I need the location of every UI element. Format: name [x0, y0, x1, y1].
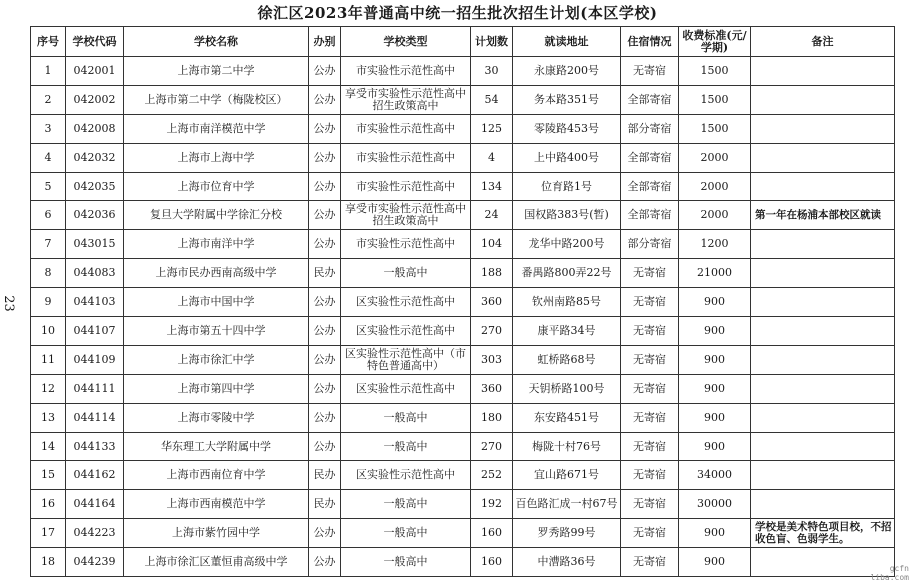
col-header-boarding: 住宿情况	[621, 27, 679, 57]
cell-school-type: 市实验性示范性高中	[341, 114, 471, 143]
cell-code: 044109	[66, 345, 124, 374]
cell-quota: 270	[471, 317, 513, 346]
cell-remarks: 第一年在杨浦本部校区就读	[751, 201, 895, 230]
cell-school-type: 市实验性示范性高中	[341, 143, 471, 172]
cell-index: 8	[31, 259, 66, 288]
cell-fee: 900	[679, 519, 751, 548]
watermark	[870, 564, 909, 582]
cell-address: 东安路451号	[513, 403, 621, 432]
cell-quota: 360	[471, 288, 513, 317]
cell-boarding: 无寄宿	[621, 490, 679, 519]
cell-school-name: 上海市第四中学	[124, 374, 309, 403]
table-row	[31, 519, 895, 548]
cell-code: 044083	[66, 259, 124, 288]
cell-school-type: 区实验性示范性高中	[341, 288, 471, 317]
cell-boarding: 全部寄宿	[621, 201, 679, 230]
cell-code: 042008	[66, 114, 124, 143]
cell-boarding: 无寄宿	[621, 57, 679, 86]
cell-index: 17	[31, 519, 66, 548]
cell-fee: 900	[679, 548, 751, 577]
cell-school-name: 上海市紫竹园中学	[124, 519, 309, 548]
table-row	[31, 490, 895, 519]
cell-ownership: 公办	[309, 432, 341, 461]
cell-fee: 1500	[679, 114, 751, 143]
cell-code: 044223	[66, 519, 124, 548]
cell-quota: 192	[471, 490, 513, 519]
cell-boarding: 全部寄宿	[621, 172, 679, 201]
cell-index: 3	[31, 114, 66, 143]
cell-address: 零陵路453号	[513, 114, 621, 143]
cell-code: 044162	[66, 461, 124, 490]
table-row	[31, 85, 895, 114]
cell-boarding: 无寄宿	[621, 345, 679, 374]
cell-index: 4	[31, 143, 66, 172]
cell-quota: 270	[471, 432, 513, 461]
cell-quota: 180	[471, 403, 513, 432]
table-row	[31, 432, 895, 461]
cell-school-name: 上海市位育中学	[124, 172, 309, 201]
cell-remarks	[751, 57, 895, 86]
cell-address: 番禺路800弄22号	[513, 259, 621, 288]
cell-quota: 125	[471, 114, 513, 143]
col-header-school-type: 学校类型	[341, 27, 471, 57]
cell-quota: 30	[471, 57, 513, 86]
cell-boarding: 无寄宿	[621, 288, 679, 317]
cell-ownership: 民办	[309, 461, 341, 490]
cell-code: 044111	[66, 374, 124, 403]
cell-school-type: 市实验性示范性高中	[341, 57, 471, 86]
cell-ownership: 公办	[309, 403, 341, 432]
cell-address: 位育路1号	[513, 172, 621, 201]
cell-remarks	[751, 114, 895, 143]
cell-remarks	[751, 490, 895, 519]
cell-address: 龙华中路200号	[513, 230, 621, 259]
cell-address: 永康路200号	[513, 57, 621, 86]
cell-school-name: 上海市南洋中学	[124, 230, 309, 259]
cell-remarks	[751, 143, 895, 172]
cell-ownership: 公办	[309, 548, 341, 577]
col-header-remarks: 备注	[751, 27, 895, 57]
cell-ownership: 公办	[309, 519, 341, 548]
cell-code: 042035	[66, 172, 124, 201]
cell-ownership: 公办	[309, 374, 341, 403]
cell-ownership: 公办	[309, 201, 341, 230]
cell-school-type: 享受市实验性示范性高中招生政策高中	[341, 85, 471, 114]
cell-quota: 188	[471, 259, 513, 288]
cell-code: 044239	[66, 548, 124, 577]
cell-ownership: 民办	[309, 490, 341, 519]
cell-address: 康平路34号	[513, 317, 621, 346]
cell-fee: 21000	[679, 259, 751, 288]
cell-fee: 2000	[679, 143, 751, 172]
cell-remarks	[751, 345, 895, 374]
cell-boarding: 无寄宿	[621, 519, 679, 548]
cell-index: 9	[31, 288, 66, 317]
cell-index: 18	[31, 548, 66, 577]
cell-quota: 54	[471, 85, 513, 114]
cell-school-type: 市实验性示范性高中	[341, 172, 471, 201]
cell-index: 10	[31, 317, 66, 346]
cell-school-type: 一般高中	[341, 490, 471, 519]
cell-fee: 900	[679, 374, 751, 403]
cell-ownership: 公办	[309, 57, 341, 86]
cell-code: 042001	[66, 57, 124, 86]
cell-school-name: 上海市西南模范中学	[124, 490, 309, 519]
cell-quota: 104	[471, 230, 513, 259]
cell-remarks	[751, 230, 895, 259]
cell-code: 042036	[66, 201, 124, 230]
cell-code: 044164	[66, 490, 124, 519]
table-header-row	[31, 27, 895, 57]
page-number: 23	[0, 295, 16, 312]
enrollment-plan-table	[30, 26, 895, 577]
cell-fee: 900	[679, 345, 751, 374]
cell-address: 梅陇十村76号	[513, 432, 621, 461]
cell-school-name: 上海市南洋模范中学	[124, 114, 309, 143]
cell-ownership: 公办	[309, 85, 341, 114]
cell-school-name: 华东理工大学附属中学	[124, 432, 309, 461]
table-row	[31, 288, 895, 317]
cell-school-name: 上海市上海中学	[124, 143, 309, 172]
cell-index: 1	[31, 57, 66, 86]
cell-fee: 2000	[679, 172, 751, 201]
table-row	[31, 57, 895, 86]
cell-address: 务本路351号	[513, 85, 621, 114]
cell-index: 13	[31, 403, 66, 432]
cell-ownership: 公办	[309, 230, 341, 259]
cell-boarding: 无寄宿	[621, 548, 679, 577]
cell-index: 16	[31, 490, 66, 519]
cell-boarding: 无寄宿	[621, 317, 679, 346]
cell-remarks	[751, 259, 895, 288]
cell-index: 5	[31, 172, 66, 201]
table-row	[31, 317, 895, 346]
cell-address: 罗秀路99号	[513, 519, 621, 548]
cell-ownership: 民办	[309, 259, 341, 288]
cell-index: 2	[31, 85, 66, 114]
cell-boarding: 部分寄宿	[621, 114, 679, 143]
table-row	[31, 374, 895, 403]
cell-school-type: 区实验性示范性高中	[341, 374, 471, 403]
cell-address: 天钥桥路100号	[513, 374, 621, 403]
cell-school-name: 上海市中国中学	[124, 288, 309, 317]
table-row	[31, 230, 895, 259]
table-row	[31, 345, 895, 374]
cell-school-type: 区实验性示范性高中	[341, 317, 471, 346]
table-row	[31, 548, 895, 577]
cell-code: 044133	[66, 432, 124, 461]
cell-quota: 160	[471, 519, 513, 548]
cell-boarding: 无寄宿	[621, 432, 679, 461]
watermark-line: gcfn	[889, 564, 909, 573]
cell-ownership: 公办	[309, 143, 341, 172]
watermark-line: liba.com	[870, 573, 909, 582]
cell-school-name: 上海市第二中学（梅陇校区）	[124, 85, 309, 114]
cell-school-type: 一般高中	[341, 403, 471, 432]
cell-code: 042002	[66, 85, 124, 114]
col-header-address: 就读地址	[513, 27, 621, 57]
table-row	[31, 143, 895, 172]
cell-school-name: 上海市徐汇区董恒甫高级中学	[124, 548, 309, 577]
cell-school-type: 一般高中	[341, 519, 471, 548]
cell-remarks: 学校是美术特色项目校，不招收色盲、色弱学生。	[751, 519, 895, 548]
page-title: 徐汇区2023年普通高中统一招生批次招生计划(本区学校)	[257, 4, 658, 22]
cell-quota: 4	[471, 143, 513, 172]
cell-ownership: 公办	[309, 288, 341, 317]
cell-remarks	[751, 288, 895, 317]
cell-ownership: 公办	[309, 172, 341, 201]
cell-school-name: 上海市徐汇中学	[124, 345, 309, 374]
table-row	[31, 259, 895, 288]
cell-school-type: 一般高中	[341, 548, 471, 577]
cell-school-name: 上海市民办西南高级中学	[124, 259, 309, 288]
cell-school-name: 复旦大学附属中学徐汇分校	[124, 201, 309, 230]
cell-index: 11	[31, 345, 66, 374]
cell-quota: 24	[471, 201, 513, 230]
cell-address: 上中路400号	[513, 143, 621, 172]
col-header-code: 学校代码	[66, 27, 124, 57]
cell-fee: 900	[679, 288, 751, 317]
cell-fee: 34000	[679, 461, 751, 490]
cell-quota: 252	[471, 461, 513, 490]
cell-school-name: 上海市零陵中学	[124, 403, 309, 432]
cell-remarks	[751, 85, 895, 114]
cell-school-type: 市实验性示范性高中	[341, 230, 471, 259]
cell-boarding: 无寄宿	[621, 374, 679, 403]
col-header-ownership: 办别	[309, 27, 341, 57]
cell-index: 14	[31, 432, 66, 461]
table-row	[31, 201, 895, 230]
cell-index: 7	[31, 230, 66, 259]
cell-fee: 900	[679, 317, 751, 346]
cell-address: 百色路汇成一村67号	[513, 490, 621, 519]
cell-code: 044107	[66, 317, 124, 346]
col-header-index: 序号	[31, 27, 66, 57]
col-header-school-name: 学校名称	[124, 27, 309, 57]
cell-fee: 1200	[679, 230, 751, 259]
cell-remarks	[751, 317, 895, 346]
cell-quota: 303	[471, 345, 513, 374]
cell-code: 044114	[66, 403, 124, 432]
cell-fee: 30000	[679, 490, 751, 519]
cell-quota: 134	[471, 172, 513, 201]
cell-school-type: 享受市实验性示范性高中招生政策高中	[341, 201, 471, 230]
cell-quota: 360	[471, 374, 513, 403]
cell-remarks	[751, 403, 895, 432]
table-row	[31, 461, 895, 490]
cell-address: 钦州南路85号	[513, 288, 621, 317]
col-header-quota: 计划数	[471, 27, 513, 57]
cell-remarks	[751, 432, 895, 461]
cell-address: 中漕路36号	[513, 548, 621, 577]
cell-boarding: 全部寄宿	[621, 143, 679, 172]
cell-boarding: 无寄宿	[621, 259, 679, 288]
cell-fee: 2000	[679, 201, 751, 230]
table-row	[31, 114, 895, 143]
cell-boarding: 全部寄宿	[621, 85, 679, 114]
cell-index: 12	[31, 374, 66, 403]
cell-school-name: 上海市西南位育中学	[124, 461, 309, 490]
cell-address: 宜山路671号	[513, 461, 621, 490]
cell-code: 042032	[66, 143, 124, 172]
cell-boarding: 部分寄宿	[621, 230, 679, 259]
table-row	[31, 403, 895, 432]
cell-school-type: 一般高中	[341, 432, 471, 461]
cell-school-type: 区实验性示范性高中	[341, 461, 471, 490]
col-header-fee: 收费标准(元/学期)	[679, 27, 751, 57]
cell-code: 043015	[66, 230, 124, 259]
cell-address: 国权路383号(暂)	[513, 201, 621, 230]
cell-school-name: 上海市第五十四中学	[124, 317, 309, 346]
cell-index: 6	[31, 201, 66, 230]
cell-school-type: 区实验性示范性高中（市特色普通高中）	[341, 345, 471, 374]
cell-remarks	[751, 172, 895, 201]
cell-code: 044103	[66, 288, 124, 317]
cell-quota: 160	[471, 548, 513, 577]
cell-school-name: 上海市第二中学	[124, 57, 309, 86]
cell-fee: 900	[679, 403, 751, 432]
cell-remarks	[751, 374, 895, 403]
cell-ownership: 公办	[309, 317, 341, 346]
cell-ownership: 公办	[309, 114, 341, 143]
cell-remarks	[751, 461, 895, 490]
cell-fee: 900	[679, 432, 751, 461]
cell-fee: 1500	[679, 85, 751, 114]
cell-fee: 1500	[679, 57, 751, 86]
cell-address: 虹桥路68号	[513, 345, 621, 374]
cell-ownership: 公办	[309, 345, 341, 374]
cell-boarding: 无寄宿	[621, 403, 679, 432]
table-row	[31, 172, 895, 201]
cell-school-type: 一般高中	[341, 259, 471, 288]
cell-index: 15	[31, 461, 66, 490]
cell-boarding: 无寄宿	[621, 461, 679, 490]
